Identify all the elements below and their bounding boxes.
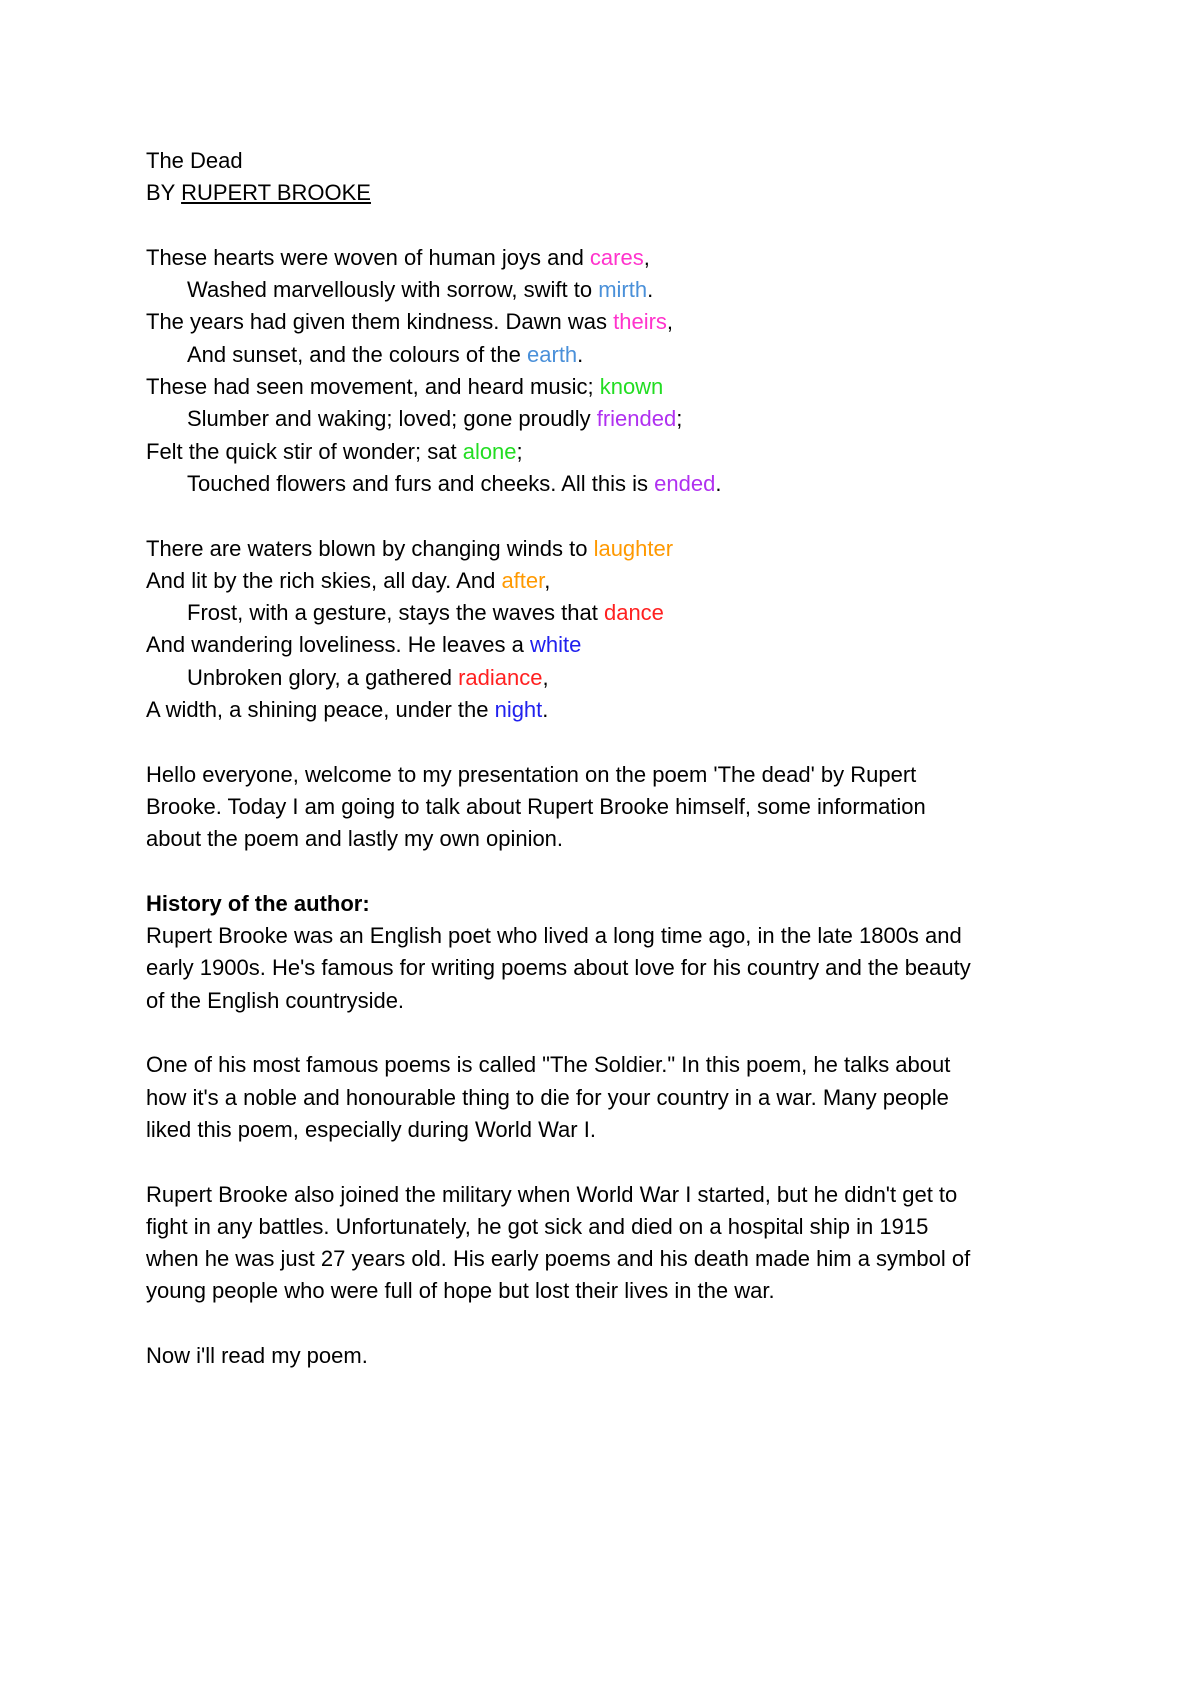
rhyme-word: after <box>501 567 545 593</box>
rhyme-word: mirth <box>598 277 648 303</box>
history-paragraph-1 <box>146 920 1100 1017</box>
byline <box>146 177 1100 209</box>
paragraph-line: liked this poem, especially during World War I. <box>146 1116 596 1142</box>
spacer <box>146 500 1100 532</box>
poem-line <box>146 565 1100 597</box>
paragraph-line: early 1900s. He's famous for writing poems about love for his country and the beauty <box>146 955 971 981</box>
intro-paragraph <box>146 759 1100 856</box>
rhyme-word: theirs <box>613 309 667 335</box>
poem-line <box>146 339 1100 371</box>
line-punct: , <box>666 309 674 335</box>
poem-line <box>146 242 1100 274</box>
rhyme-word: dance <box>603 600 664 626</box>
line-text: And wandering loveliness. He leaves a <box>146 632 531 658</box>
poem-line <box>146 403 1100 435</box>
paragraph-line: about the poem and lastly my own opinion. <box>146 826 564 852</box>
paragraph-line: Brooke. Today I am going to talk about Rupert Brooke himself, some information <box>146 793 926 819</box>
line-text: These had seen movement, and heard music; <box>146 374 600 400</box>
paragraph-line: how it's a noble and honourable thing to die for your country in a war. Many people <box>146 1084 949 1110</box>
rhyme-word: night <box>494 697 543 723</box>
poem-line <box>146 274 1100 306</box>
line-text: Touched flowers and furs and cheeks. All this is <box>187 470 655 496</box>
paragraph-line: of the English countryside. <box>146 987 405 1013</box>
closing-line: Now i'll read my poem. <box>146 1342 368 1368</box>
stanza-2 <box>146 533 1100 727</box>
rhyme-word: friended <box>596 406 677 432</box>
paragraph-line: when he was just 27 years old. His early poems and his death made him a symbol of <box>146 1246 971 1272</box>
rhyme-word: alone <box>462 438 517 464</box>
rhyme-word: ended <box>654 470 716 496</box>
paragraph-line: young people who were full of hope but lost their lives in the war. <box>146 1278 775 1304</box>
rhyme-word: cares <box>589 244 644 270</box>
rhyme-word: laughter <box>593 535 674 561</box>
paragraph-line: Rupert Brooke was an English poet who lived a long time ago, in the late 1800s and <box>146 923 962 949</box>
paragraph-line: fight in any battles. Unfortunately, he got sick and died on a hospital ship in 1915 <box>146 1213 929 1239</box>
author-link[interactable]: RUPERT BROOKE <box>181 180 371 206</box>
history-paragraph-2 <box>146 1049 1100 1146</box>
spacer <box>146 1146 1100 1178</box>
paragraph-line: Rupert Brooke also joined the military when World War I started, but he didn't get to <box>146 1181 958 1207</box>
line-punct: . <box>715 470 722 496</box>
poem-line <box>146 436 1100 468</box>
line-text: A width, a shining peace, under the <box>146 697 495 723</box>
rhyme-word: radiance <box>458 664 543 690</box>
rhyme-word: earth <box>527 341 578 367</box>
line-text: There are waters blown by changing winds to <box>146 535 594 561</box>
poem-line <box>146 694 1100 726</box>
spacer <box>146 1017 1100 1049</box>
line-text: The years had given them kindness. Dawn was <box>146 309 614 335</box>
line-punct: . <box>577 341 584 367</box>
byline-prefix: BY <box>146 180 182 206</box>
poem-line <box>146 533 1100 565</box>
poem-title: The Dead <box>146 148 243 173</box>
line-punct: , <box>544 567 551 593</box>
line-punct: , <box>643 244 650 270</box>
line-punct: ; <box>516 438 523 464</box>
history-paragraph-3 <box>146 1179 1100 1308</box>
line-text: And lit by the rich skies, all day. And <box>146 567 502 593</box>
rhyme-word: white <box>530 632 582 658</box>
line-punct: , <box>542 664 549 690</box>
line-text: These hearts were woven of human joys and <box>146 244 590 270</box>
poem-line <box>146 662 1100 694</box>
line-punct: . <box>542 697 549 723</box>
line-text: Unbroken glory, a gathered <box>187 664 459 690</box>
spacer <box>146 210 1100 242</box>
poem-line <box>146 629 1100 661</box>
poem-line <box>146 371 1100 403</box>
history-heading: History of the author: <box>146 890 370 916</box>
line-text: Felt the quick stir of wonder; sat <box>146 438 463 464</box>
line-punct: . <box>647 277 654 303</box>
line-text: Washed marvellously with sorrow, swift to <box>187 277 599 303</box>
spacer <box>146 726 1100 758</box>
rhyme-word: known <box>599 374 664 400</box>
poem-line <box>146 306 1100 338</box>
spacer <box>146 1308 1100 1340</box>
spacer <box>146 856 1100 888</box>
paragraph-line: Hello everyone, welcome to my presentation on the poem 'The dead' by Rupert <box>146 761 917 787</box>
line-punct: ; <box>676 406 683 432</box>
paragraph-line: One of his most famous poems is called "The Soldier." In this poem, he talks about <box>146 1052 951 1078</box>
poem-line <box>146 468 1100 500</box>
stanza-1 <box>146 242 1100 500</box>
line-text: Frost, with a gesture, stays the waves that <box>187 600 604 626</box>
line-text: Slumber and waking; loved; gone proudly <box>187 406 597 432</box>
line-text: And sunset, and the colours of the <box>187 341 528 367</box>
poem-line <box>146 597 1100 629</box>
